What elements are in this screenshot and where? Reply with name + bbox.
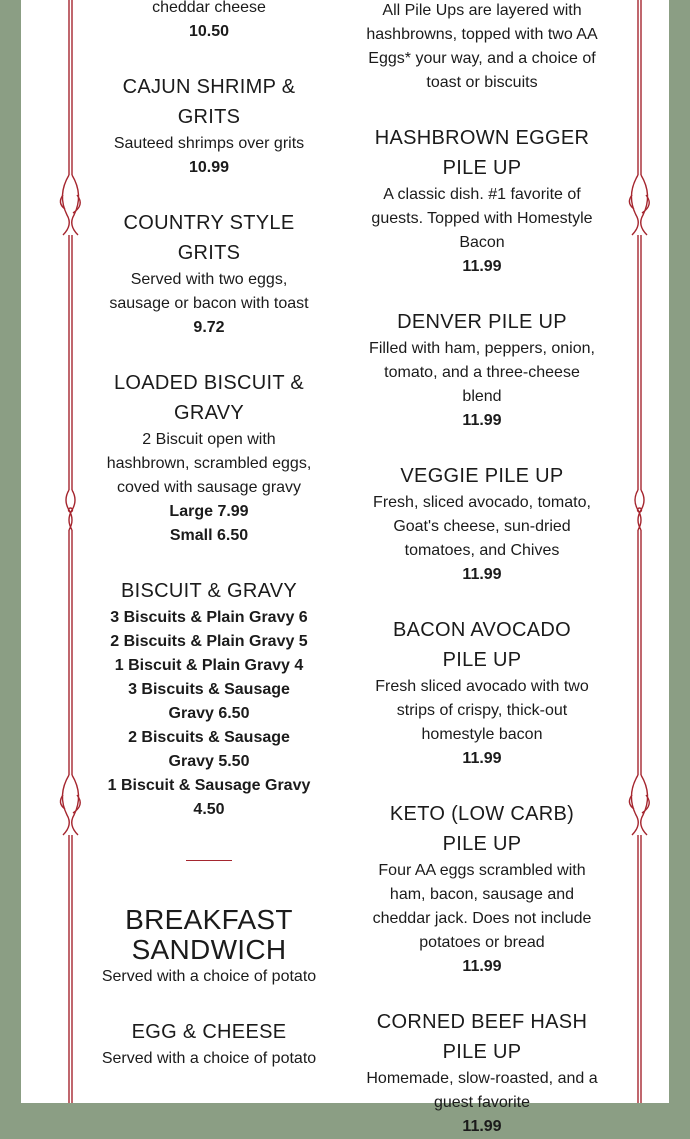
item-price: 2 Biscuits & Plain Gravy 5 <box>110 633 308 650</box>
menu-item-keto-pile-up <box>371 799 593 979</box>
menu-item-corned-beef-hash-pile-up <box>366 1007 598 1139</box>
menu-item-denver-pile-up <box>371 307 593 433</box>
item-price: 3 Biscuits & Plain Gravy 6 <box>110 609 308 626</box>
item-price: 11.99 <box>462 258 502 275</box>
menu-page <box>21 0 669 1135</box>
menu-item-loaded-biscuit-gravy <box>105 368 313 548</box>
item-description: Homemade, slow-roasted, and a guest favorite <box>366 1070 598 1111</box>
item-title: LOADED BISCUIT & GRAVY <box>113 372 305 424</box>
section-breakfast-sandwich <box>101 904 317 989</box>
menu-item-partial <box>105 0 313 44</box>
item-title: HASHBROWN EGGER PILE UP <box>374 127 590 179</box>
item-description: cheddar cheese <box>152 0 266 16</box>
item-price: 11.99 <box>462 958 502 975</box>
item-price: 3 Biscuits & Sausage Gravy 6.50 <box>128 681 290 722</box>
item-title: BACON AVOCADO PILE UP <box>392 619 571 671</box>
item-price: 9.72 <box>193 319 225 336</box>
menu-item-cajun-shrimp-grits <box>105 72 313 180</box>
menu-column-left <box>101 0 317 1071</box>
item-price: 10.99 <box>188 159 230 176</box>
item-price: 11.99 <box>462 1118 502 1135</box>
item-price: 11.99 <box>462 412 502 429</box>
ornamental-border-right <box>621 0 661 1103</box>
menu-column-right <box>366 0 598 1139</box>
item-description: Served with a choice of potato <box>101 1050 317 1067</box>
item-title: COUNTRY STYLE GRITS <box>123 212 295 264</box>
item-description: Filled with ham, peppers, onion, tomato, and a three-cheese blend <box>369 340 595 405</box>
menu-item-country-style-grits <box>105 208 313 340</box>
item-title: VEGGIE PILE UP <box>400 465 564 487</box>
menu-item-egg-cheese <box>101 1017 317 1071</box>
menu-item-bacon-avocado-pile-up <box>371 615 593 771</box>
item-title: CORNED BEEF HASH PILE UP <box>376 1011 588 1063</box>
section-description: Served with a choice of potato <box>101 968 317 985</box>
item-title: KETO (LOW CARB) PILE UP <box>389 803 575 855</box>
item-price: 1 Biscuit & Sausage Gravy 4.50 <box>107 777 311 818</box>
menu-item-biscuit-gravy <box>105 576 313 822</box>
item-title: DENVER PILE UP <box>397 311 567 333</box>
item-description: 2 Biscuit open with hashbrown, scrambled eggs, coved with sausage gravy <box>106 431 312 496</box>
item-description: Served with two eggs, sausage or bacon with toast <box>109 271 309 312</box>
item-title: EGG & CHEESE <box>131 1021 287 1043</box>
item-description: Sauteed shrimps over grits <box>113 135 305 152</box>
ornamental-border-left <box>49 0 89 1103</box>
item-price: 11.99 <box>462 750 502 767</box>
item-price: 11.99 <box>462 566 502 583</box>
item-description: Fresh sliced avocado with two strips of crispy, thick-out homestyle bacon <box>375 678 589 743</box>
pile-up-intro <box>366 0 598 95</box>
item-price: Large 7.99 <box>169 503 249 520</box>
menu-item-hashbrown-egger-pile-up <box>371 123 593 279</box>
section-title: BREAKFAST SANDWICH <box>125 904 293 965</box>
menu-item-veggie-pile-up <box>371 461 593 587</box>
item-description: All Pile Ups are layered with hashbrowns, topped with two AA Eggs* your way, and a choice of toast or biscuits <box>366 2 598 91</box>
item-description: Fresh, sliced avocado, tomato, Goat's cheese, sun-dried tomatoes, and Chives <box>373 494 591 559</box>
item-description: A classic dish. #1 favorite of guests. Topped with Homestyle Bacon <box>371 186 593 251</box>
item-title: BISCUIT & GRAVY <box>120 580 298 602</box>
item-price: 2 Biscuits & Sausage Gravy 5.50 <box>128 729 290 770</box>
item-price: 10.50 <box>188 23 230 40</box>
item-price: Small 6.50 <box>169 527 249 544</box>
item-title: CAJUN SHRIMP & GRITS <box>122 76 296 128</box>
item-price: 1 Biscuit & Plain Gravy 4 <box>114 657 304 674</box>
item-description: Four AA eggs scrambled with ham, bacon, sausage and cheddar jack. Does not include potatoes or bread <box>372 862 592 951</box>
